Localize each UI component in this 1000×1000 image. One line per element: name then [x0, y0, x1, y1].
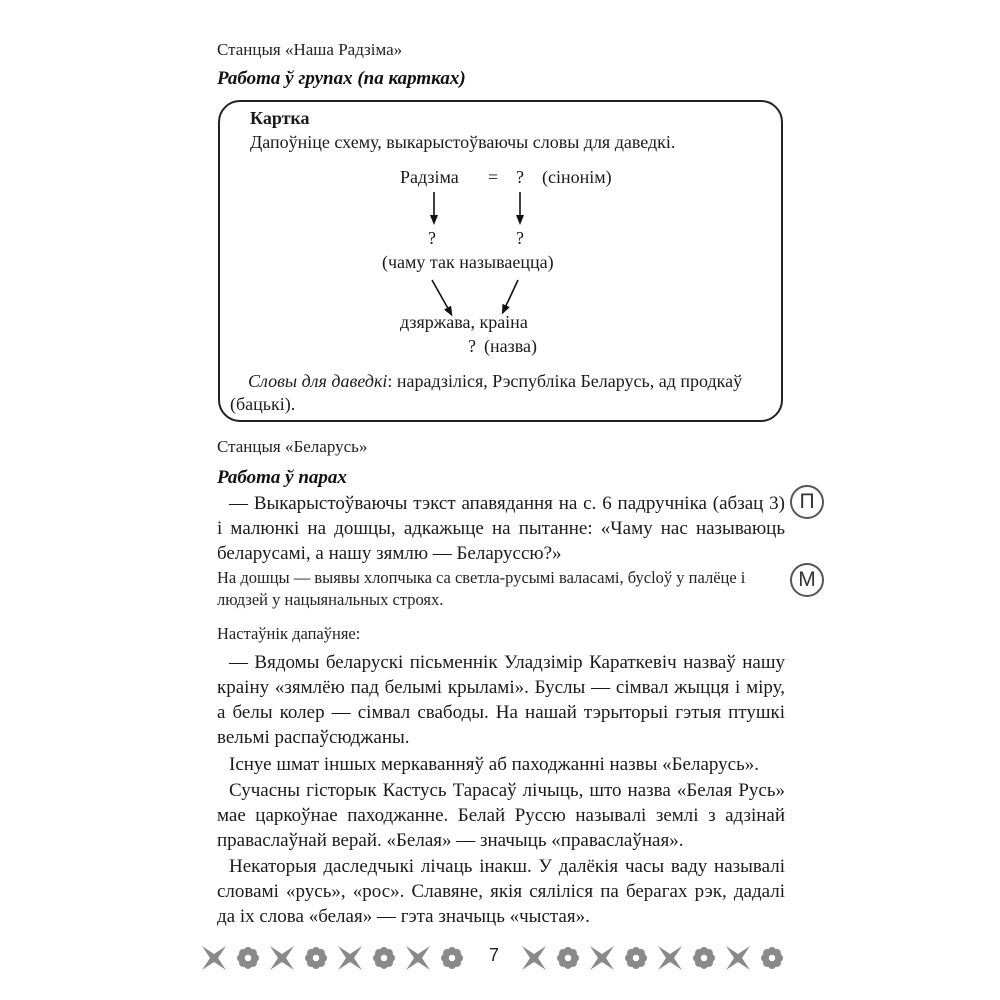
page-number: 7: [488, 945, 499, 965]
teacher-adds: Настаўнік дапаўняе:: [217, 624, 361, 643]
ornament-motif: [658, 946, 682, 970]
ornament-motif: [557, 947, 579, 969]
ornament-motif: [237, 947, 259, 969]
ornament-motif: [590, 946, 614, 970]
arrow-diag-right: [504, 280, 518, 310]
card-hint: [230, 370, 775, 416]
group-work-heading: Работа ў групах (па картках): [217, 68, 466, 89]
scheme-q-name: ?: [468, 336, 476, 356]
scheme-q-left: ?: [428, 228, 436, 248]
station-title-nasha-radzima: Станцыя «Наша Радзіма»: [217, 40, 403, 59]
pair-task-paragraph: — Выкарыстоўваючы тэкст апавядання на с. 6 падручніка (абзац 3) і малюнкі на дошцы, адкажыце на пытанне: «Чаму нас называюць беларусамі, а нашу зямлю — Беларуссю?»: [217, 493, 785, 564]
scheme-q-synonym: ?: [516, 167, 524, 187]
scheme-equals: =: [488, 167, 499, 187]
ornament-motif: [373, 947, 395, 969]
pair-work-heading: Работа ў парах: [217, 467, 347, 488]
ornament-motif: [726, 946, 750, 970]
hint-label: Словы для даведкі: [248, 371, 388, 391]
arrow-diag-left: [432, 280, 450, 312]
card-title: Картка: [250, 108, 310, 128]
scheme-why-label: (чаму так называецца): [382, 252, 554, 272]
ornament-motif: [270, 946, 294, 970]
scheme-synonym-label: (сінонім): [542, 167, 612, 187]
ornament-right-icon: [517, 940, 789, 976]
ornament-left-icon: [197, 940, 469, 976]
ornament-motif: [522, 946, 546, 970]
ornament-motif: [406, 946, 430, 970]
badge-p-icon: П: [790, 485, 824, 519]
scheme-name-label: (назва): [484, 336, 537, 356]
badge-m-icon: М: [790, 563, 824, 597]
scheme-q-right: ?: [516, 228, 524, 248]
board-note: На дошцы — выявы хлопчыка са светла-русымі валасамі, бусloў у палёце і людзей у нацыянальных строях.: [217, 568, 746, 609]
hint-text: : нарадзіліся, Рэспубліка Беларусь, ад продкаў (бацькі).: [230, 371, 743, 414]
card-task: Дапоўніце схему, выкарыстоўваючы словы для даведкі.: [250, 132, 676, 152]
ornament-motif: [693, 947, 715, 969]
ornament-motif: [441, 947, 463, 969]
ornament-motif: [338, 946, 362, 970]
task-card: [218, 100, 783, 422]
paragraph-karatkevich: — Вядомы беларускі пісьменнік Уладзімір Караткевіч назваў нашу краіну «зямлёю пад белымі крыламі». Буслы — сімвал жыцця і міру, а белы колер — сімвал свабоды. На нашай тэрыторыі гэтыя птушкі вельмі распаўсюджаны.: [217, 652, 785, 748]
ornament-motif: [761, 947, 783, 969]
scheme-word-radzima: Радзіма: [400, 167, 459, 187]
paragraph-tarasau: Сучасны гісторык Кастусь Тарасаў лічыць, што назва «Белая Русь» мае царкоўнае паходжанне. Белай Руссю называлі землі з адзінай праваслаўнай верай. «Белая» — значыць «праваслаўная».: [217, 780, 785, 851]
paragraph-researchers: Некаторыя даследчыкі лічаць інакш. У далёкія часы ваду называлі словамі «русь», «рос». Славяне, якія сяліліся па берагах рэк, дадалі да іх слова «белая» — гэта значыць «чыстая».: [217, 856, 785, 927]
ornament-motif: [202, 946, 226, 970]
ornament-motif: [625, 947, 647, 969]
station-title-belarus: Станцыя «Беларусь»: [217, 437, 368, 456]
ornament-motif: [305, 947, 327, 969]
scheme-state-country: дзяржава, краіна: [400, 312, 528, 332]
paragraph-opinions: Існуе шмат іншых меркаванняў аб паходжанні назвы «Беларусь».: [229, 754, 760, 775]
